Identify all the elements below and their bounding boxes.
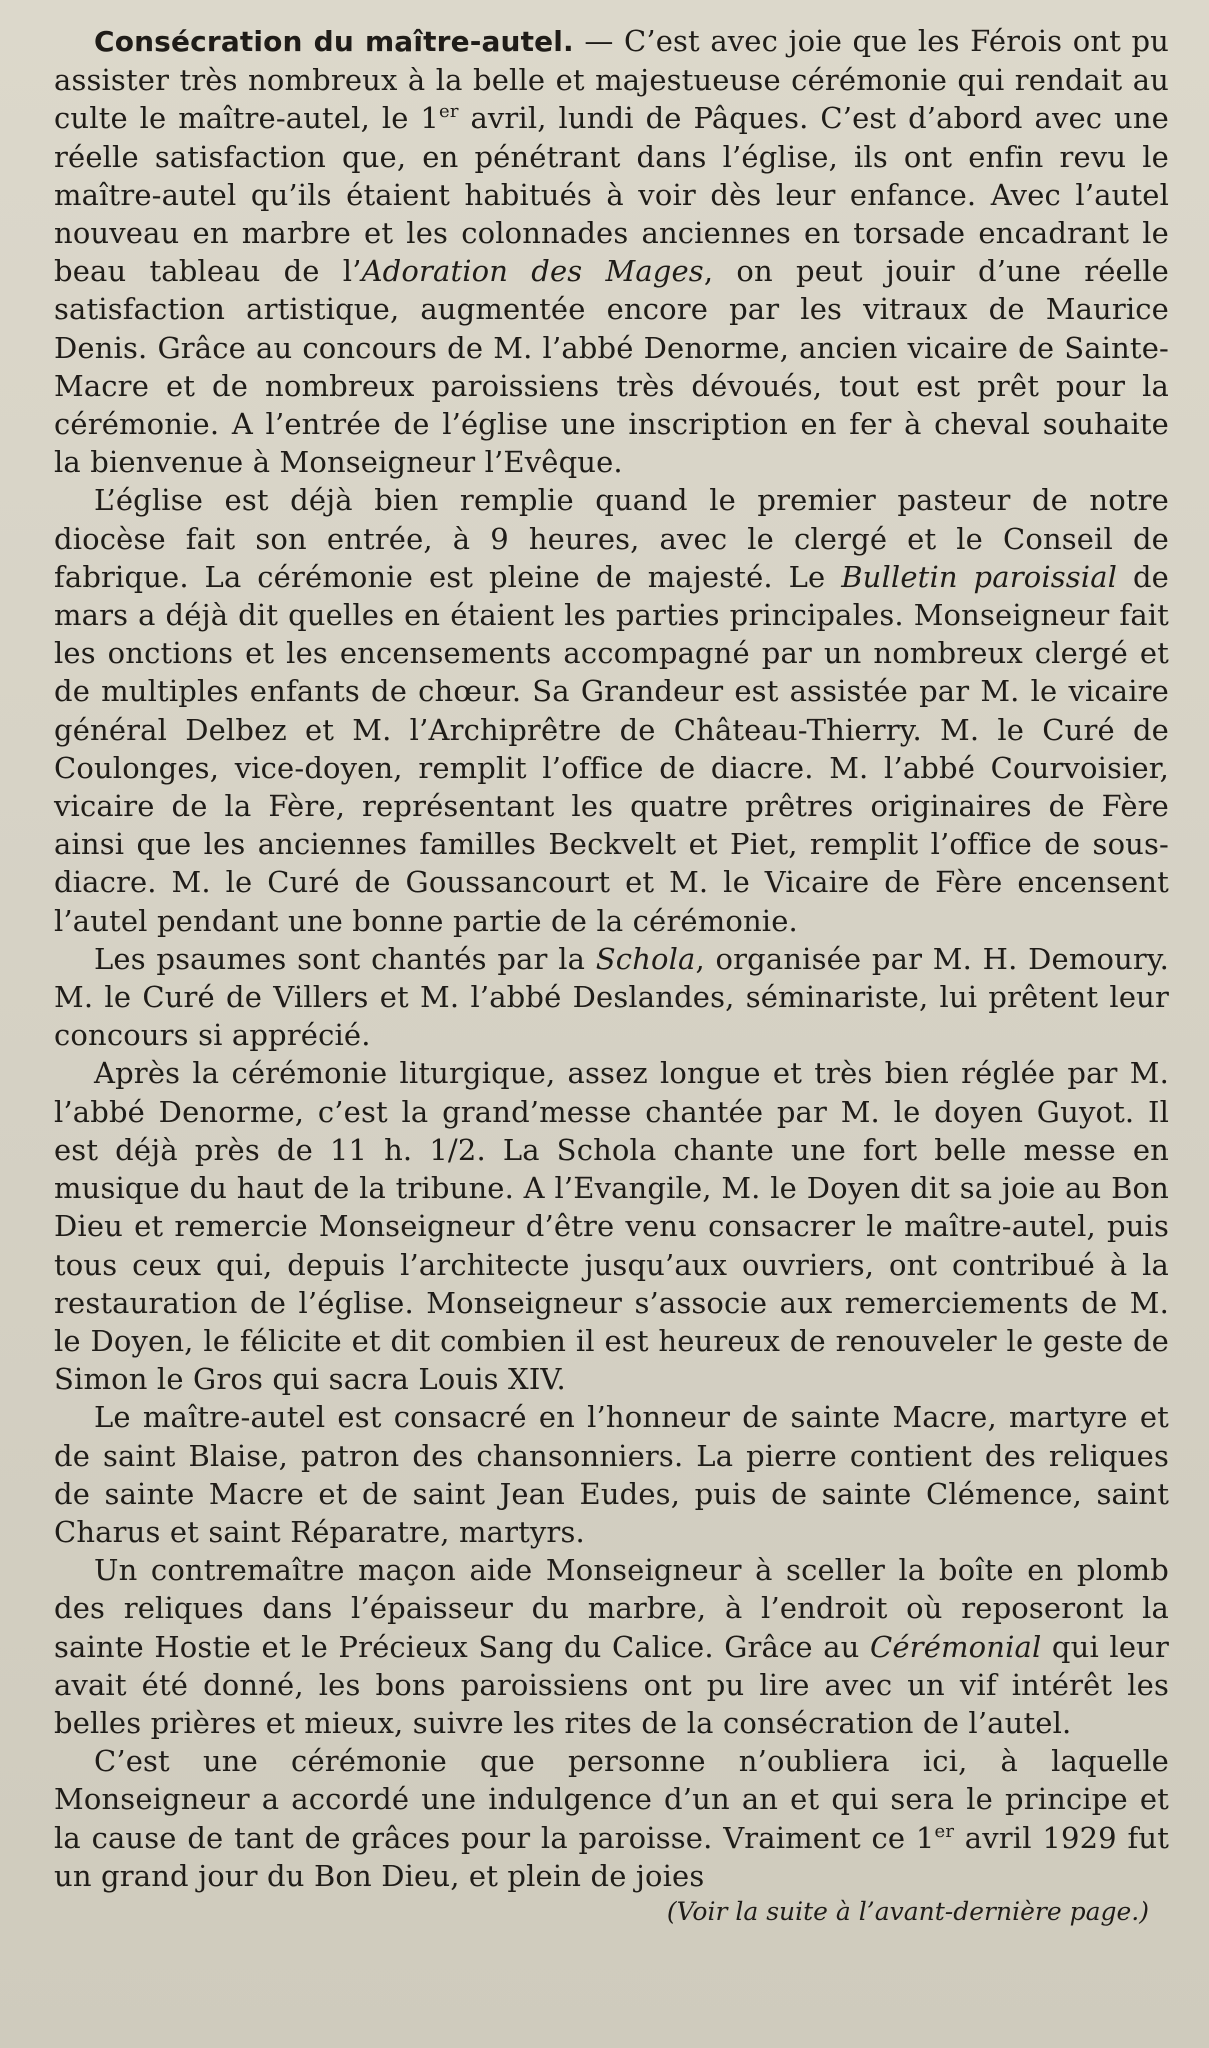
paragraph-4: Après la cérémonie liturgique, assez longue et très bien réglée par M. l’abbé Denorme, c’est la grand’messe chantée par M. le doyen Guyot. Il est déjà près de 11 h. 1/2. La Schola chante une fort belle messe en musique du haut de la tribune. A l’Evangile, M. le Doyen dit sa joie au Bon Dieu et remercie Monseigneur d’être venu consacrer le maître-autel, puis tous ceux qui, depuis l’architecte jusqu’aux ouvriers, ont contribué à la restauration de l’église. Monseigneur s’associe aux remerciements de M. le Doyen, le félicite et dit combien il est heureux de renouveler le geste de Simon le Gros qui sacra Louis XIV. <box>54 1056 1169 1397</box>
paragraph-3 <box>54 940 1169 1055</box>
italic-title: Cérémonial <box>870 1629 1042 1664</box>
italic-title: Schola <box>595 941 696 976</box>
paragraph-1 <box>54 22 1169 481</box>
paragraph-text: de mars a déjà dit quelles en étaient les parties principales. Monseigneur fait les onctions et les encensements accompagné par un nombreux clergé et de multiples enfants de chœur. Sa Grandeur est assistée par M. le vicaire général Delbez et M. l’Archiprêtre de Château-Thierry. M. le Curé de Coulonges, vice-doyen, remplit l’office de diacre. M. l’abbé Courvoisier, vicaire de la Fère, représentant les quatre prêtres originaires de Fère ainsi que les anciennes familles Beckvelt et Piet, remplit l’office de sous-diacre. M. le Curé de Goussancourt et M. le Vicaire de Fère encensent l’autel pendant une bonne partie de la cérémonie. <box>54 559 1169 938</box>
paragraph-7 <box>54 1742 1169 1895</box>
paragraph-text: avril, lundi de Pâques. C’est d’abord avec une réelle satisfaction que, en pénétrant dans l’église, ils ont enfin revu le maître-autel qu’ils étaient habitués à voir dès leur enfance. Avec l’autel nouveau en marbre et les colonnades anciennes en torsade encadrant le beau tableau de l’ <box>54 101 1169 289</box>
superscript: er <box>934 1820 955 1842</box>
paragraph-text: C’est une cérémonie que personne n’oubliera ici, à laquelle Monseigneur a accordé une indulgence d’un an et qui sera le principe et la cause de tant de grâces pour la paroisse. Vraiment ce 1 <box>54 1744 1169 1855</box>
paragraph-text: , organisée par M. H. Demoury. M. le Curé de Villers et M. l’abbé Deslandes, séminariste, lui prêtent leur concours si apprécié. <box>54 941 1169 1053</box>
paragraph-5: Le maître-autel est consacré en l’honneur de sainte Macre, martyre et de saint Blaise, patron des chansonniers. La pierre contient des reliques de sainte Macre et de saint Jean Eudes, puis de sainte Clémence, saint Charus et saint Réparatre, martyrs. <box>54 1400 1169 1549</box>
paragraph-text: , on peut jouir d’une réelle satisfaction artistique, augmentée encore par les vitraux de Maurice Denis. Grâce au concours de M. l’abbé Denorme, ancien vicaire de Sainte-Macre et de nombreux paroissiens très dévoués, tout est prêt pour la cérémonie. A l’entrée de l’église une inscription en fer à cheval souhaite la bienvenue à Monseigneur l’Evêque. <box>54 254 1169 480</box>
paragraph-text: avril 1929 fut un grand jour du Bon Dieu, et plein de joies <box>54 1820 1170 1893</box>
italic-title: Bulletin paroissial <box>841 559 1118 594</box>
paragraph-text: qui leur avait été donné, les bons paroissiens ont pu lire avec un vif intérêt les belles prières et mieux, suivre les rites de la consécration de l’autel. <box>54 1629 1169 1740</box>
article-body <box>54 22 1169 1926</box>
paragraph-text: — C’est avec joie que les Férois ont pu assister très nombreux à la belle et majestueuse cérémonie qui rendait au culte le maître-autel, le 1 <box>54 24 1169 136</box>
paragraph-text: Un contremaître maçon aide Monseigneur à sceller la boîte en plomb des reliques dans l’épaisseur du marbre, à l’endroit où reposeront la sainte Hostie et le Précieux Sang du Calice. Grâce au <box>54 1553 1169 1664</box>
superscript: er <box>439 101 459 123</box>
paragraph-2 <box>54 481 1169 939</box>
paragraph-6 <box>54 1551 1169 1742</box>
article-heading: Consécration du maître-autel. <box>94 25 574 58</box>
continuation-note: (Voir la suite à l’avant-dernière page.) <box>666 1896 1149 1926</box>
paragraph-text: Les psaumes sont chantés par la <box>94 941 596 976</box>
paragraph-text: L’église est déjà bien remplie quand le premier pasteur de notre diocèse fait son entrée, à 9 heures, avec le clergé et le Conseil de fabrique. La cérémonie est pleine de majesté. Le <box>54 483 1169 594</box>
italic-title: Adoration des Mages <box>361 254 704 289</box>
